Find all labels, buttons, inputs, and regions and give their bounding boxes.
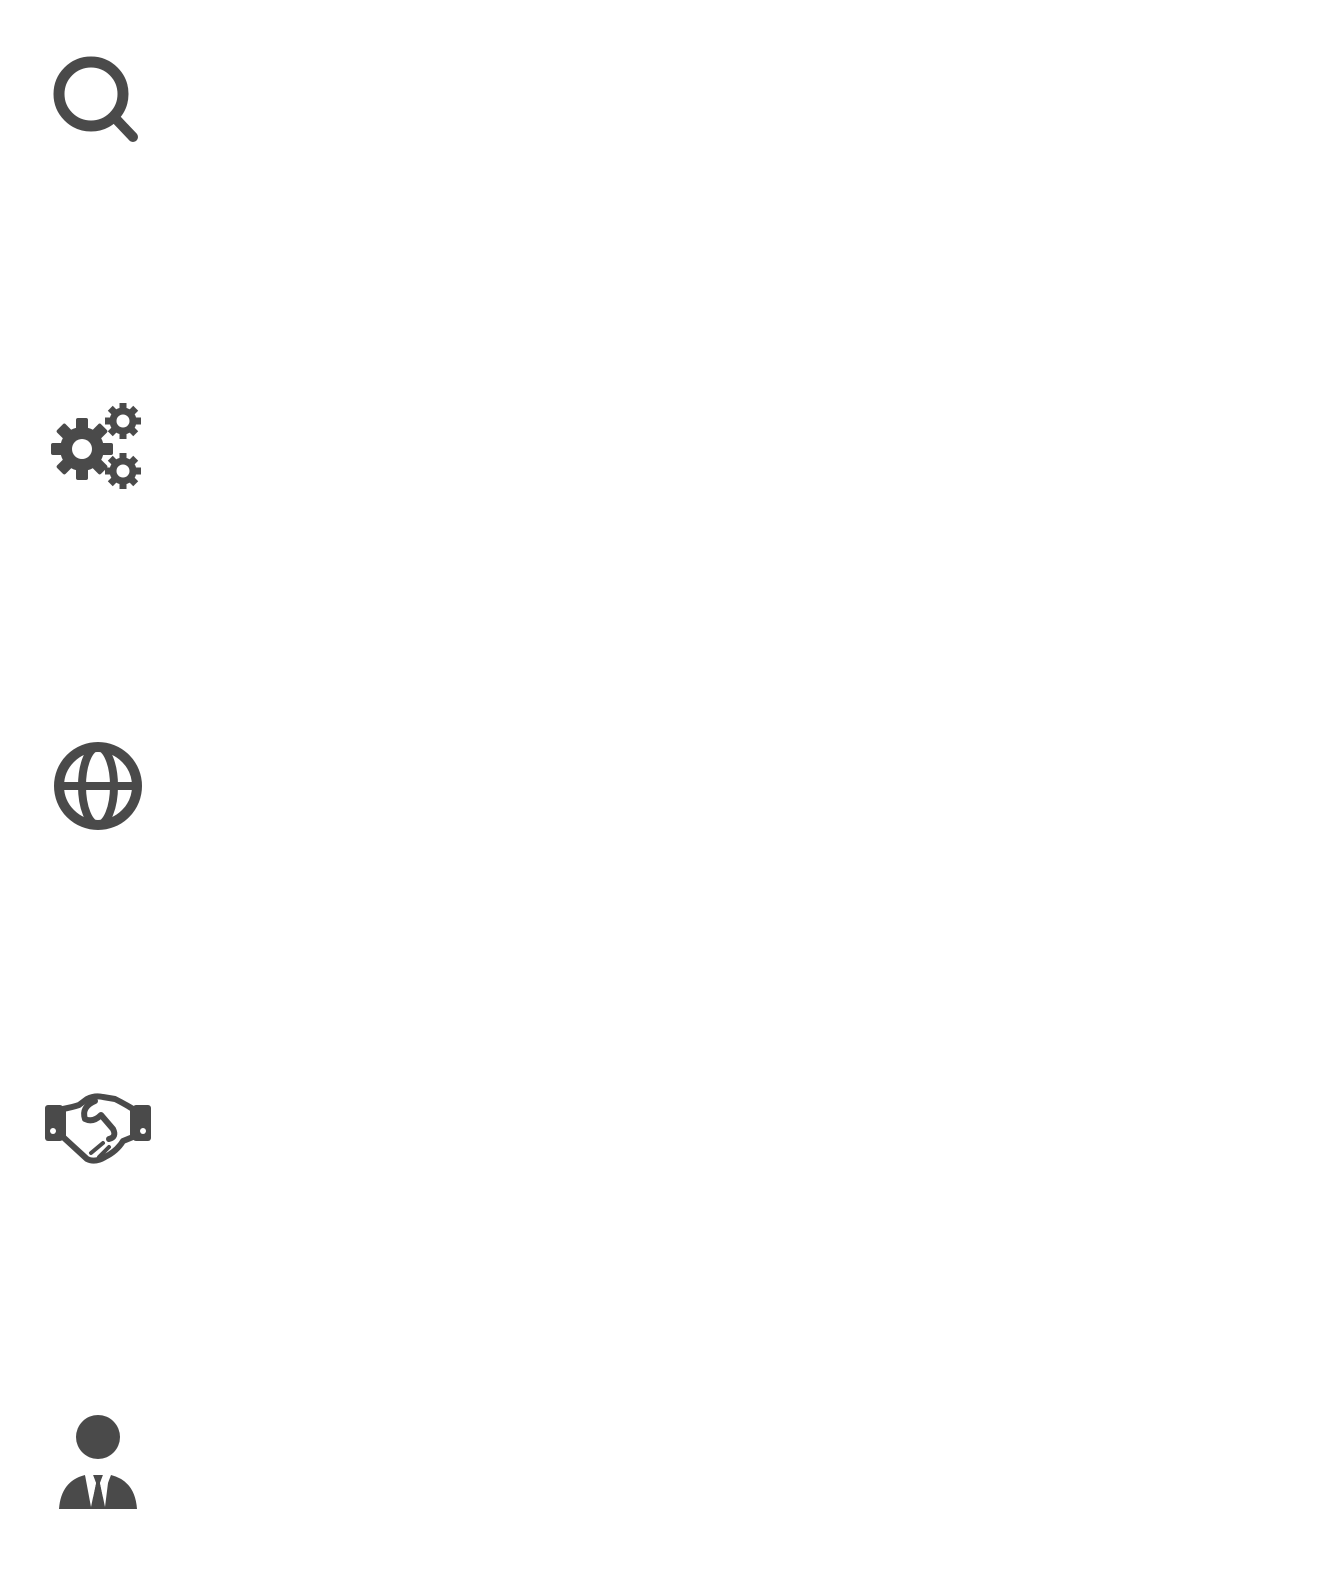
handshake-icon (38, 1074, 158, 1184)
search-icon-graphic (50, 53, 146, 149)
search-icon (38, 46, 158, 156)
businessman-icon-graphic (53, 1413, 143, 1513)
globe-icon (38, 731, 158, 841)
gears-icon (38, 390, 158, 500)
handshake-icon-graphic (43, 1093, 153, 1165)
gears-icon-graphic (48, 397, 148, 493)
businessman-icon (38, 1408, 158, 1518)
globe-icon-graphic (50, 738, 146, 834)
